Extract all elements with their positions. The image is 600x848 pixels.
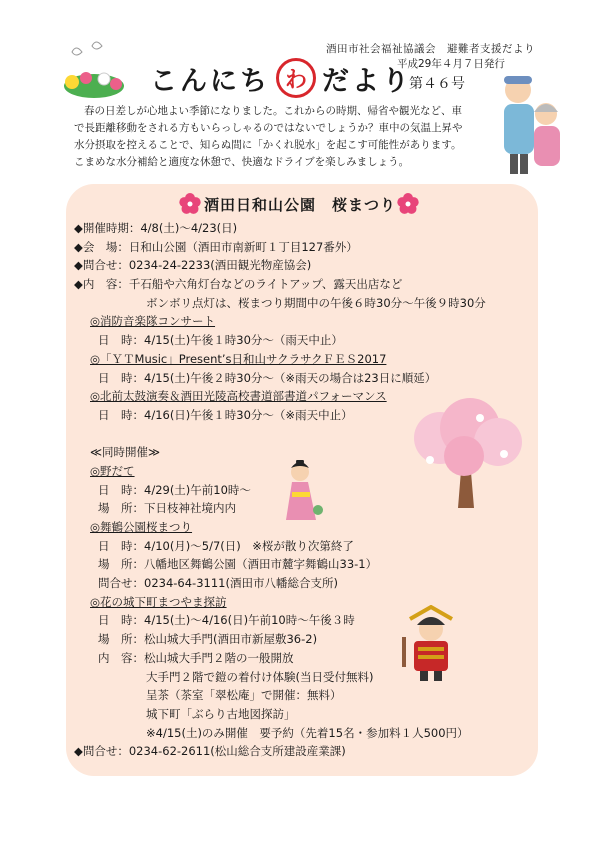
- event-line: ◎野だて: [90, 463, 135, 478]
- intro-line: 春の日差しが心地よい季節になりました。これからの時期、帰省や観光など、車: [84, 105, 462, 117]
- event-line: 日 時：4/10(月)～5/7(日) ※桜が散り次第終了: [98, 538, 354, 553]
- event-line: 問合せ：0234-64-3111(酒田市八幡総合支所): [98, 576, 338, 591]
- header-date: 平成29年４月７日発行: [397, 58, 505, 70]
- intro-paragraph: [74, 103, 494, 171]
- event-line: ◆内 容：千石船や六角灯台などのライトアップ、露天出店など: [74, 277, 403, 292]
- event-line: 場 所：下日枝神社境内内: [98, 501, 236, 516]
- event-line: ◎舞鶴公園桜まつり: [90, 520, 193, 534]
- kimono-woman-illustration: [278, 460, 326, 526]
- event-line: 内 容：松山城大手門２階の一般開放: [98, 650, 294, 665]
- sakura-icon: [396, 192, 420, 220]
- event-line: 場 所：八幡地区舞鶴公園（酒田市麓字舞鶴山33-1）: [98, 557, 378, 572]
- intro-line: で長距離移動をされる方もいらっしゃるのではないでしょうか？車中の気温上昇や: [74, 122, 463, 134]
- samurai-illustration: [400, 605, 462, 687]
- event-line: ◎消防音楽隊コンサート: [90, 314, 216, 329]
- header-organization: 酒田市社会福祉協議会 避難者支援だより: [326, 43, 535, 55]
- event-line: ◎北前太鼓演奏＆酒田光陵高校書道部書道パフォーマンス: [90, 389, 387, 404]
- event-line: 日 時：4/29(土)午前10時～: [98, 482, 251, 497]
- event-line: 場 所：松山城大手門(酒田市新屋敷36-2): [98, 632, 318, 647]
- event-line: ※4/15(土)のみ開催 要予約（先着15名・参加料１人500円）: [146, 725, 469, 740]
- event-line: ボンボリ点灯は、桜まつり期間中の午後６時30分～午後９時30分: [146, 295, 486, 310]
- event-title: 酒田日和山公園 桜まつり: [203, 196, 396, 214]
- intro-line: こまめな水分補給と適度な休憩で、快適なドライブを楽しみましょう。: [74, 156, 410, 168]
- event-line: 大手門２階で鎧の着付け体験(当日受付無料): [146, 669, 374, 684]
- cherry-tree-illustration: [400, 398, 530, 517]
- elderly-couple-illustration: [496, 68, 566, 178]
- title-part-b: だより: [322, 65, 412, 97]
- event-line: 日 時：4/15(土)午後１時30分～（雨天中止）: [98, 333, 343, 348]
- event-line: ◆会 場：日和山公園（酒田市南新町１丁目127番外）: [74, 239, 358, 254]
- newsletter-title: [150, 58, 412, 98]
- issue-number: 第４６号: [409, 76, 465, 92]
- event-line: ◆開催時期：4/8(土)～4/23(日): [74, 221, 238, 235]
- event-line: 日 時：4/15(土)午後２時30分～（※雨天の場合は23日に順延）: [98, 370, 437, 385]
- flowers-illustration: [54, 38, 134, 98]
- event-line: ◆問合せ：0234-62-2611(松山総合支所建設産業課): [74, 744, 346, 759]
- event-line: ◆問合せ：0234-24-2233(酒田観光物産協会): [74, 258, 312, 273]
- title-part-a: こんにち: [150, 65, 270, 97]
- event-line: 呈茶（茶室「翠松庵」で開催：無料）: [146, 688, 342, 703]
- event-line: 日 時：4/15(土)～4/16(日)午前10時～午後３時: [98, 613, 355, 628]
- event-line: ≪同時開催≫: [90, 445, 161, 460]
- event-line: 城下町「ぶらり古地図探訪」: [146, 706, 296, 721]
- event-line: ◎「ＹＴMusic」Present’s日和山サクラサクＦＥＳ2017: [90, 351, 387, 366]
- event-line: ◎花の城下町まつやま探訪: [90, 594, 227, 609]
- intro-line: 水分摂取を控えることで、知らぬ間に「かくれ脱水」を起こす可能性があります。: [74, 139, 462, 151]
- event-line: 日 時：4/16(日)午後１時30分～（※雨天中止）: [98, 407, 353, 422]
- title-circle-char: わ: [276, 58, 316, 98]
